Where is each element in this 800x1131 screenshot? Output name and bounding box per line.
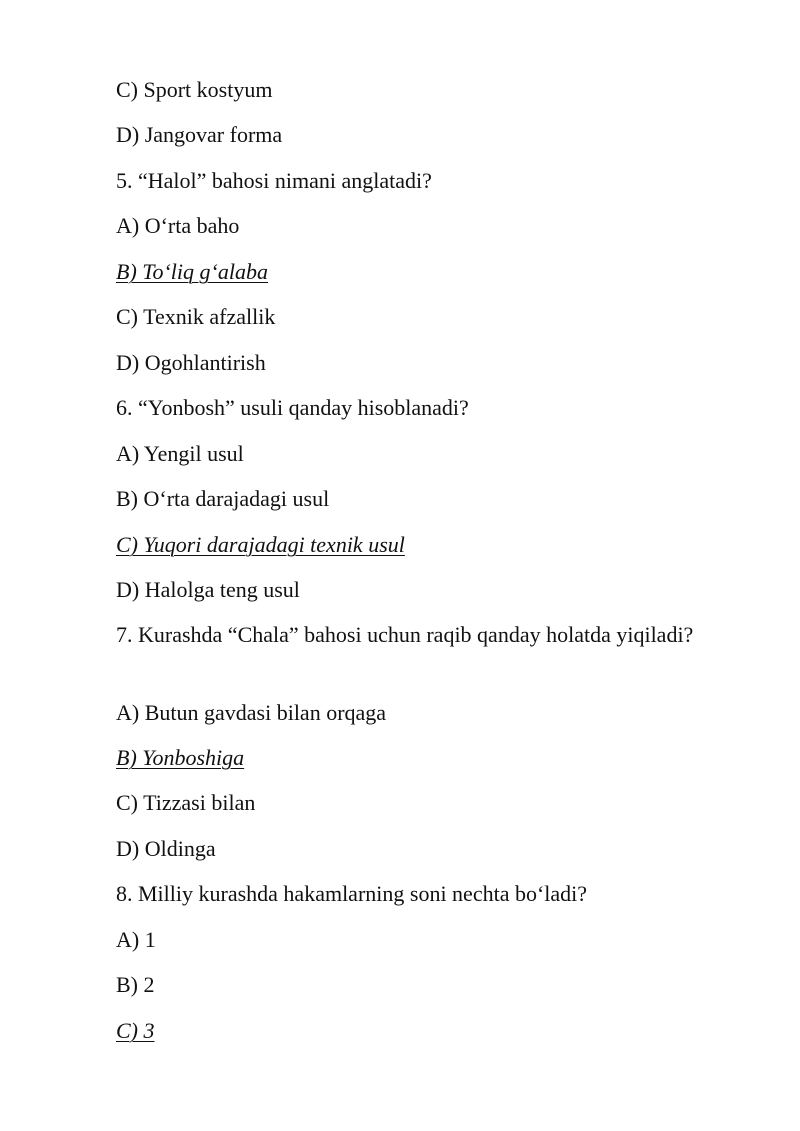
option-b-q8: B) 2 — [116, 972, 155, 997]
question-6: 6. “Yonbosh” usuli qanday hisoblanadi? — [116, 395, 469, 420]
option-c-q4: C) Sport kostyum — [116, 77, 273, 102]
option-a-q5: A) O‘rta baho — [116, 213, 240, 238]
option-d-q5: D) Ogohlantirish — [116, 350, 266, 375]
option-c-q5: C) Texnik afzallik — [116, 304, 276, 329]
option-b-q6: B) O‘rta darajadagi usul — [116, 486, 330, 511]
option-a-q8: A) 1 — [116, 927, 156, 952]
question-8: 8. Milliy kurashda hakamlarning soni nechta bo‘ladi? — [116, 881, 588, 906]
option-c-q6-correct-answer: C) Yuqori darajadagi texnik usul — [116, 532, 405, 557]
option-b-q5-correct-answer: B) To‘liq g‘alaba — [116, 259, 268, 284]
question-7: 7. Kurashda “Chala” bahosi uchun raqib qanday holatda yiqiladi? — [116, 622, 694, 647]
option-d-q4: D) Jangovar forma — [116, 122, 283, 147]
option-b-q7-correct-answer: B) Yonboshiga — [116, 745, 245, 770]
option-d-q7: D) Oldinga — [116, 836, 216, 861]
option-a-q6: A) Yengil usul — [116, 441, 244, 466]
option-d-q6: D) Halolga teng usul — [116, 577, 300, 602]
option-c-q8-correct-answer: C) 3 — [116, 1018, 155, 1043]
question-5: 5. “Halol” bahosi nimani anglatadi? — [116, 168, 432, 193]
option-c-q7: C) Tizzasi bilan — [116, 790, 256, 815]
option-a-q7: A) Butun gavdasi bilan orqaga — [116, 700, 387, 725]
